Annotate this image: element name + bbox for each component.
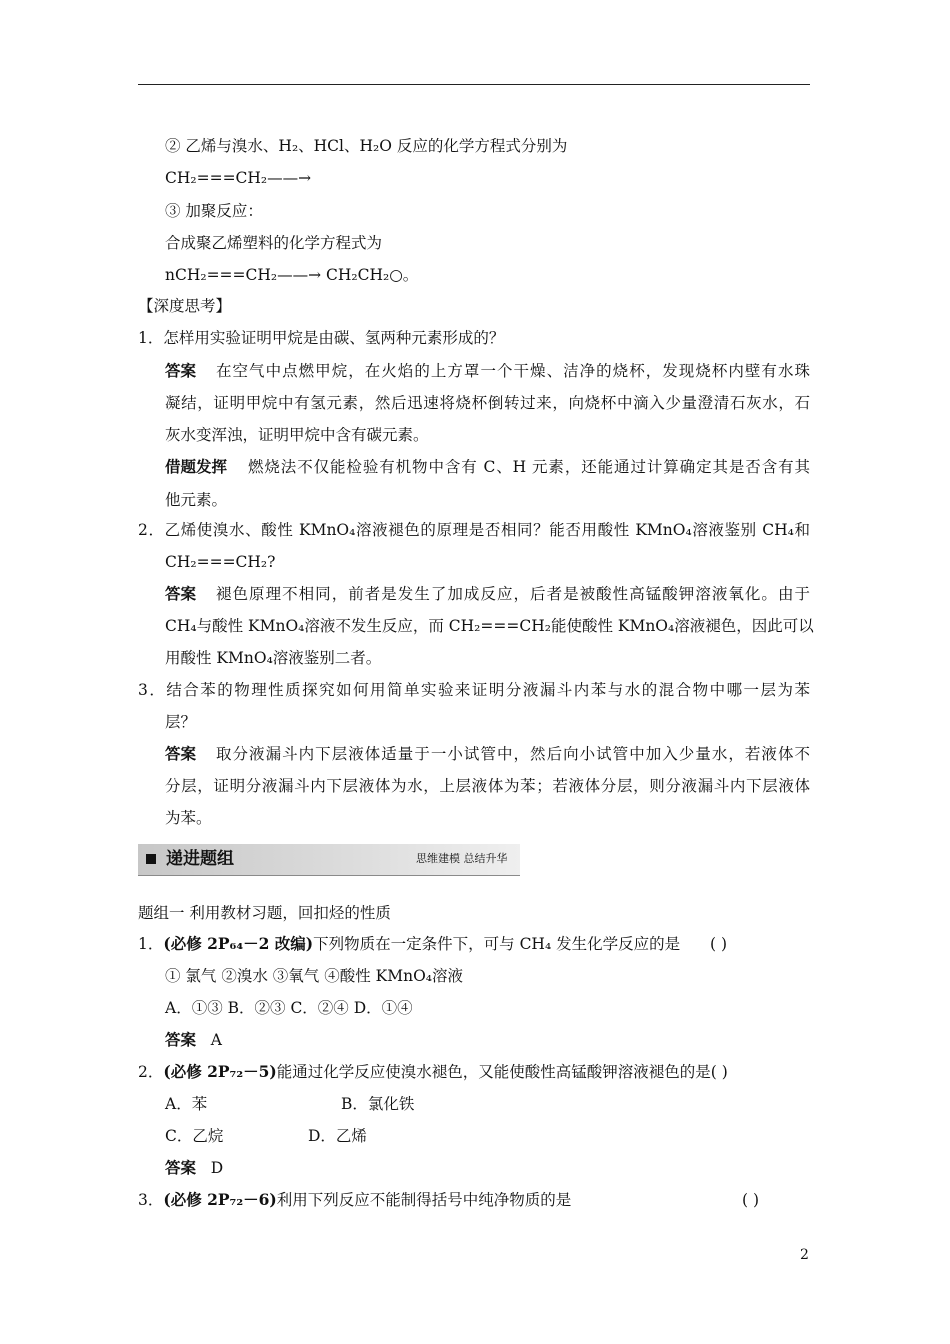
answer-label: 答案 <box>165 584 197 603</box>
section-banner <box>138 844 520 876</box>
question-2: 2．乙烯使溴水、酸性 KMnO₄溶液褪色的原理是否相同？能否用酸性 KMnO₄溶液鉴别 CH₄和 <box>138 521 810 539</box>
equation-line: nCH₂===CH₂——→ CH₂CH₂○。 <box>165 266 419 284</box>
question-3: 层？ <box>165 713 197 731</box>
choice-d: D．乙烯 <box>308 1127 367 1145</box>
tip-label: 借题发挥 <box>165 457 228 476</box>
equation-line: CH₂===CH₂——→ <box>165 169 312 187</box>
tip-text: 他元素。 <box>165 491 228 509</box>
tip-text: 燃烧法不仅能检验有机物中含有 C、H 元素，还能通过计算确定其是否含有其 <box>248 458 810 476</box>
exercise-choices: A．①③ B．②③ C．②④ D．①④ <box>165 999 413 1017</box>
exercise-2: 2．(必修 2P₇₂－5)能通过化学反应使溴水褪色，又能使酸性高锰酸钾溶液褪色的是( ) <box>138 1062 728 1081</box>
answer-bracket: ( ) <box>742 1191 760 1209</box>
exercise-answer: 答案 D <box>165 1158 224 1177</box>
choice-b: B．氯化铁 <box>341 1095 415 1113</box>
answer-text: 褪色原理不相同，前者是发生了加成反应，后者是被酸性高锰酸钾溶液氧化。由于 <box>216 585 810 603</box>
answer-label: 答案 <box>165 744 197 763</box>
square-bullet-icon <box>146 854 156 864</box>
header-rule <box>138 84 810 85</box>
answer-label: 答案 <box>165 361 197 380</box>
exercise-3: 3．(必修 2P₇₂－6)利用下列反应不能制得括号中纯净物质的是 <box>138 1190 572 1209</box>
text-line: ③ 加聚反应： <box>165 202 263 220</box>
answer-text: 灰水变浑浊，证明甲烷中含有碳元素。 <box>165 426 429 444</box>
group-heading: 题组一 利用教材习题，回扣烃的性质 <box>138 904 391 922</box>
page-number: 2 <box>800 1247 809 1263</box>
banner-title: 递进题组 <box>166 849 234 869</box>
answer-text: 用酸性 KMnO₄溶液鉴别二者。 <box>165 649 382 667</box>
question-3: 3．结合苯的物理性质探究如何用简单实验来证明分液漏斗内苯与水的混合物中哪一层为苯 <box>138 681 810 699</box>
section-heading: 【深度思考】 <box>138 297 232 315</box>
exercise-1: 1．(必修 2P₆₄－2 改编)下列物质在一定条件下，可与 CH₄ 发生化学反应的是 <box>138 934 681 953</box>
answer-text: 凝结，证明甲烷中有氢元素，然后迅速将烧杯倒转过来，向烧杯中滴入少量澄清石灰水，石 <box>165 394 810 412</box>
answer-text: 分层，证明分液漏斗内下层液体为水，上层液体为苯；若液体分层，则分液漏斗内下层液体 <box>165 777 810 795</box>
exercise-options: ① 氯气 ②溴水 ③氧气 ④酸性 KMnO₄溶液 <box>165 967 463 985</box>
answer-text: CH₄与酸性 KMnO₄溶液不发生反应，而 CH₂===CH₂能使酸性 KMnO₄溶液褪色，因此可以 <box>165 617 814 635</box>
question-1: 1．怎样用实验证明甲烷是由碳、氢两种元素形成的？ <box>138 329 505 347</box>
banner-tag: 思维建模 总结升华 <box>416 852 508 865</box>
text-line: 合成聚乙烯塑料的化学方程式为 <box>165 234 383 252</box>
choice-a: A．苯 <box>165 1095 208 1113</box>
choice-c: C．乙烷 <box>165 1127 224 1145</box>
exercise-answer: 答案 A <box>165 1030 222 1049</box>
answer-text: 取分液漏斗内下层液体适量于一小试管中，然后向小试管中加入少量水，若液体不 <box>216 745 810 763</box>
question-2: CH₂===CH₂? <box>165 553 276 571</box>
text-line: ② 乙烯与溴水、H₂、HCl、H₂O 反应的化学方程式分别为 <box>165 137 568 155</box>
answer-text: 在空气中点燃甲烷，在火焰的上方罩一个干燥、洁净的烧杯，发现烧杯内壁有水珠 <box>216 362 810 380</box>
answer-bracket: ( ) <box>710 935 728 953</box>
answer-text: 为苯。 <box>165 809 212 827</box>
